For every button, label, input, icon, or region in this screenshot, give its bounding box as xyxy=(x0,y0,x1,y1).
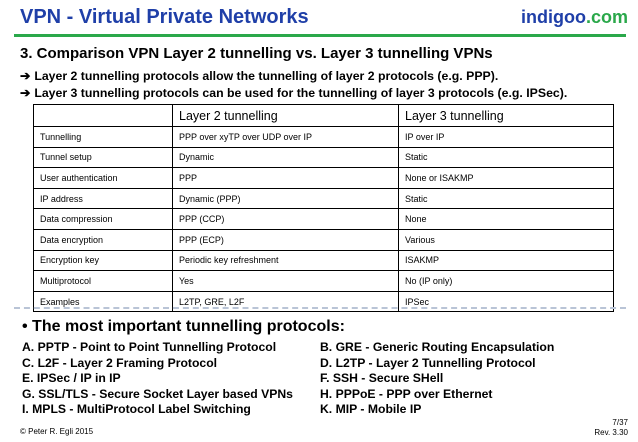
arrow-right-icon: ➔ xyxy=(20,86,31,100)
header-cell-layer3: Layer 3 tunnelling xyxy=(399,105,614,127)
bullet-layer2 xyxy=(20,69,498,83)
table-row xyxy=(34,127,614,148)
protocol-row xyxy=(22,402,632,418)
copyright: © Peter R. Egli 2015 xyxy=(20,427,94,436)
brand-name: indigoo xyxy=(521,7,586,27)
slide-title: VPN - Virtual Private Networks xyxy=(20,6,309,28)
row-label-cell: Data encryption xyxy=(34,229,173,250)
layer2-cell: PPP xyxy=(173,168,399,189)
layer2-cell: L2TP, GRE, L2F xyxy=(173,291,399,312)
protocol-row xyxy=(22,387,632,403)
revision: Rev. 3.30 xyxy=(594,428,628,437)
layer2-cell: Dynamic (PPP) xyxy=(173,188,399,209)
page-info xyxy=(594,418,628,438)
table-row xyxy=(34,188,614,209)
row-label-cell: Data compression xyxy=(34,209,173,230)
comparison-table xyxy=(33,104,614,312)
layer3-cell: None or ISAKMP xyxy=(399,168,614,189)
header-cell-layer2: Layer 2 tunnelling xyxy=(173,105,399,127)
layer2-cell: PPP (CCP) xyxy=(173,209,399,230)
layer2-cell: PPP (ECP) xyxy=(173,229,399,250)
protocols-title: • The most important tunnelling protocols: xyxy=(22,318,345,335)
table-header-row xyxy=(34,105,614,127)
header-cell-empty xyxy=(34,105,173,127)
protocol-item: E. IPSec / IP in IP xyxy=(22,371,121,385)
section-divider xyxy=(14,307,626,309)
protocol-item: B. GRE - Generic Routing Encapsulation xyxy=(320,340,555,354)
section-heading: 3. Comparison VPN Layer 2 tunnelling vs. Layer 3 tunnelling VPNs xyxy=(20,45,493,62)
row-label-cell: Multiprotocol xyxy=(34,271,173,292)
layer3-cell: Static xyxy=(399,188,614,209)
protocol-item: K. MIP - Mobile IP xyxy=(320,402,422,416)
bullet-text: Layer 2 tunnelling protocols allow the tunnelling of layer 2 protocols (e.g. PPP). xyxy=(34,69,499,83)
table-row xyxy=(34,250,614,271)
bullet-layer3 xyxy=(20,86,567,100)
layer3-cell: Various xyxy=(399,229,614,250)
protocol-row xyxy=(22,371,632,387)
row-label-cell: User authentication xyxy=(34,168,173,189)
table-row xyxy=(34,168,614,189)
layer3-cell: None xyxy=(399,209,614,230)
layer2-cell: Dynamic xyxy=(173,147,399,168)
page-number: 7/37 xyxy=(612,418,628,427)
header-rule xyxy=(14,34,626,37)
row-label-cell: Tunnelling xyxy=(34,127,173,148)
row-label-cell: Examples xyxy=(34,291,173,312)
protocol-item: C. L2F - Layer 2 Framing Protocol xyxy=(22,355,218,370)
row-label-cell: IP address xyxy=(34,188,173,209)
protocol-item: A. PPTP - Point to Point Tunnelling Protocol xyxy=(22,340,277,354)
layer2-cell: PPP over xyTP over UDP over IP xyxy=(173,127,399,148)
layer3-cell: IPSec xyxy=(399,291,614,312)
protocol-item: D. L2TP - Layer 2 Tunnelling Protocol xyxy=(320,355,536,370)
protocol-row xyxy=(22,340,632,356)
protocol-item: H. PPPoE - PPP over Ethernet xyxy=(320,386,493,401)
row-label-cell: Tunnel setup xyxy=(34,147,173,168)
layer2-cell: Periodic key refreshment xyxy=(173,250,399,271)
layer3-cell: ISAKMP xyxy=(399,250,614,271)
layer3-cell: No (IP only) xyxy=(399,271,614,292)
protocol-row xyxy=(22,356,632,372)
slide-header xyxy=(0,0,638,40)
table-row xyxy=(34,271,614,292)
brand-logo xyxy=(521,7,628,28)
row-label-cell: Encryption key xyxy=(34,250,173,271)
bullet-text: Layer 3 tunnelling protocols can be used for the tunnelling of layer 3 protocols (e.g. IPSec). xyxy=(34,86,568,100)
table-row xyxy=(34,209,614,230)
protocol-item: F. SSH - Secure SHell xyxy=(320,371,444,385)
table-row xyxy=(34,147,614,168)
protocol-item: I. MPLS - MultiProtocol Label Switching xyxy=(22,402,251,416)
protocols-list xyxy=(22,340,632,418)
layer3-cell: IP over IP xyxy=(399,127,614,148)
layer2-cell: Yes xyxy=(173,271,399,292)
arrow-right-icon: ➔ xyxy=(20,69,31,83)
protocol-item: G. SSL/TLS - Secure Socket Layer based VPNs xyxy=(22,386,293,401)
table-row xyxy=(34,229,614,250)
brand-tld: .com xyxy=(585,7,628,27)
layer3-cell: Static xyxy=(399,147,614,168)
